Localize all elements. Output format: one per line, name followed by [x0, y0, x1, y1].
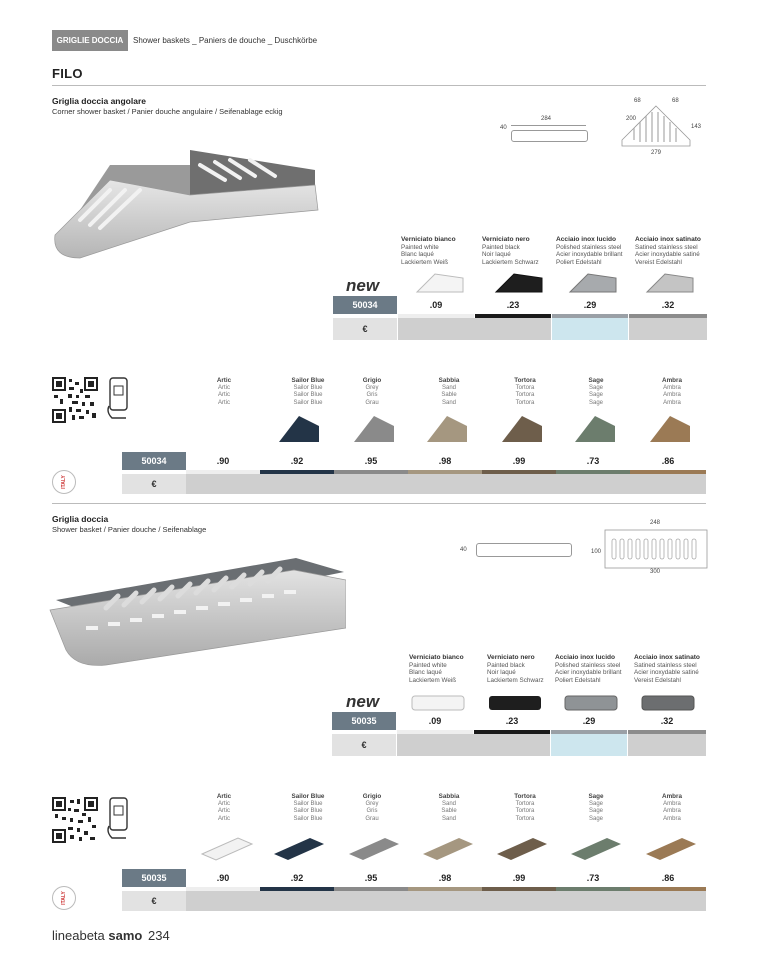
divider	[52, 85, 706, 86]
side-profile-drawing	[476, 543, 572, 557]
italy-badge: ITALY	[52, 470, 76, 494]
new-badge: new	[346, 276, 380, 295]
product-subtitle: Corner shower basket / Panier douche angulaire / Seifenablage eckig	[52, 107, 283, 116]
dimension-c: 200	[626, 116, 637, 122]
price-cell	[629, 318, 707, 340]
finish-label: Acciaio inox satinato Satined stainless steel Acier inoxydable satiné Vereist Edelstahl	[634, 654, 700, 684]
finish-thumb-satined	[645, 272, 697, 296]
section-subtitle: Shower baskets _ Paniers de douche _ Duschkörbe	[133, 36, 318, 45]
version-code: .92	[290, 873, 304, 883]
version-code: .86	[661, 456, 675, 466]
side-profile-drawing	[511, 130, 588, 142]
dimension-c: 300	[650, 569, 661, 575]
price-label: €	[333, 318, 397, 340]
color-thumb-sailor-blue	[270, 834, 328, 864]
color-thumb-sand	[423, 412, 471, 448]
version-code: .90	[216, 456, 230, 466]
price-label: €	[122, 474, 186, 494]
dimension-line	[511, 125, 586, 126]
new-badge: new	[346, 692, 380, 711]
page-number: 234	[148, 928, 170, 943]
color-thumb-grey	[350, 412, 398, 448]
version-code: .32	[660, 716, 674, 726]
brand-samo: samo	[108, 928, 143, 943]
price-cell	[186, 474, 706, 494]
color-label: Sailor Blue Sailor Blue Sailor Blue Sailor Blue	[291, 377, 325, 406]
finish-thumb-black	[494, 272, 546, 296]
price-label: €	[332, 734, 396, 756]
product-code: 50034	[122, 452, 186, 470]
finish-label: Acciaio inox satinato Satined stainless steel Acier inoxydable satiné Vereist Edelstahl	[635, 236, 701, 266]
price-cell	[397, 734, 550, 756]
color-label: Grigio Grey Gris Grau	[362, 377, 382, 406]
version-code: .73	[586, 456, 600, 466]
color-label: Ambra Ambra Ambra Ambra	[662, 793, 682, 822]
version-code: .99	[512, 456, 526, 466]
dimension-d: 143	[691, 124, 702, 130]
finish-label: Acciaio inox lucido Polished stainless steel Acier inoxydable brillant Poliert Edelstahl	[555, 654, 622, 684]
finish-thumb-satined	[640, 692, 696, 714]
color-thumb-sailor-blue	[275, 412, 323, 448]
finish-label: Acciaio inox lucido Polished stainless steel Acier inoxydable brillant Poliert Edelstahl	[556, 236, 623, 266]
product-title: Griglia doccia	[52, 514, 109, 524]
color-label: Tortora Tortora Tortora Tortora	[514, 377, 536, 406]
version-code: .23	[506, 300, 520, 310]
dimension-width: 284	[541, 116, 552, 122]
dimension-a: 248	[650, 520, 661, 526]
product-code: 50035	[122, 869, 186, 887]
divider	[52, 503, 706, 504]
version-code: .95	[364, 873, 378, 883]
dimension-height: 40	[500, 125, 507, 131]
version-code: .86	[661, 873, 675, 883]
color-thumb-artic	[198, 834, 256, 864]
color-label: Ambra Ambra Ambra Ambra	[662, 377, 682, 406]
product-subtitle: Shower basket / Panier douche / Seifenablage	[52, 525, 207, 534]
color-label: Artic Artic Artic Artic	[216, 377, 232, 406]
version-code: .98	[438, 873, 452, 883]
color-thumb-sand	[419, 834, 477, 864]
finish-thumb-black	[487, 692, 543, 714]
footer-brand	[52, 928, 170, 943]
section-tag: GRIGLIE DOCCIA	[52, 30, 128, 51]
color-label: Artic Artic Artic Artic	[216, 793, 232, 822]
version-code: .09	[429, 300, 443, 310]
price-label: €	[122, 891, 186, 911]
color-label: Sabbia Sand Sable Sand	[438, 377, 460, 406]
dimension-b: 100	[591, 549, 602, 555]
version-code: .32	[661, 300, 675, 310]
top-view-drawing	[620, 104, 692, 152]
smartphone-icon	[106, 796, 132, 840]
brand-lineabeta: lineabeta	[52, 928, 105, 943]
corner-basket-image	[50, 140, 322, 262]
color-label: Tortora Tortora Tortora Tortora	[514, 793, 536, 822]
color-thumb-grey	[345, 834, 403, 864]
finish-label: Verniciato bianco Painted white Blanc laqué Lackiertem Weiß	[409, 654, 464, 684]
price-cell	[398, 318, 551, 340]
finish-label: Verniciato nero Painted black Noir laqué Lackiertem Schwarz	[487, 654, 544, 684]
color-thumb-sage	[571, 412, 619, 448]
smartphone-icon	[106, 376, 132, 420]
version-code: .29	[583, 300, 597, 310]
top-view-drawing	[604, 529, 708, 569]
color-thumb-ambra	[642, 834, 700, 864]
dimension-b: 68	[672, 98, 679, 104]
color-label: Sailor Blue Sailor Blue Sailor Blue Sailor Blue	[291, 793, 325, 822]
product-code: 50034	[333, 296, 397, 314]
dimension-height: 40	[460, 547, 467, 553]
finish-thumb-polished	[563, 692, 619, 714]
finish-label: Verniciato bianco Painted white Blanc laqué Lackiertem Weiß	[401, 236, 456, 266]
color-label: Sage Sage Sage Sage	[588, 377, 604, 406]
version-code: .09	[428, 716, 442, 726]
version-code: .23	[505, 716, 519, 726]
version-code: .29	[582, 716, 596, 726]
color-thumb-tortora	[493, 834, 551, 864]
version-code: .90	[216, 873, 230, 883]
color-label: Sabbia Sand Sable Sand	[438, 793, 460, 822]
finish-label: Verniciato nero Painted black Noir laqué Lackiertem Schwarz	[482, 236, 539, 266]
version-code: .73	[586, 873, 600, 883]
product-title: Griglia doccia angolare	[52, 96, 147, 106]
price-cell	[551, 734, 627, 756]
dimension-e: 279	[651, 150, 662, 156]
version-code: .98	[438, 456, 452, 466]
color-label: Grigio Grey Gris Grau	[362, 793, 382, 822]
color-label: Sage Sage Sage Sage	[588, 793, 604, 822]
shower-basket-image	[46, 550, 346, 670]
finish-thumb-white	[415, 272, 467, 296]
color-thumb-sage	[567, 834, 625, 864]
qr-code-icon	[52, 797, 98, 843]
version-code: .95	[364, 456, 378, 466]
finish-thumb-white	[410, 692, 466, 714]
price-cell	[552, 318, 628, 340]
dimension-a: 68	[634, 98, 641, 104]
italy-badge: ITALY	[52, 886, 76, 910]
color-thumb-ambra	[646, 412, 694, 448]
finish-thumb-polished	[568, 272, 620, 296]
series-title: FILO	[52, 66, 83, 81]
qr-code-icon	[52, 377, 98, 423]
price-cell	[186, 891, 706, 911]
price-cell	[628, 734, 706, 756]
product-code: 50035	[332, 712, 396, 730]
version-code: .99	[512, 873, 526, 883]
version-code: .92	[290, 456, 304, 466]
color-thumb-tortora	[498, 412, 546, 448]
